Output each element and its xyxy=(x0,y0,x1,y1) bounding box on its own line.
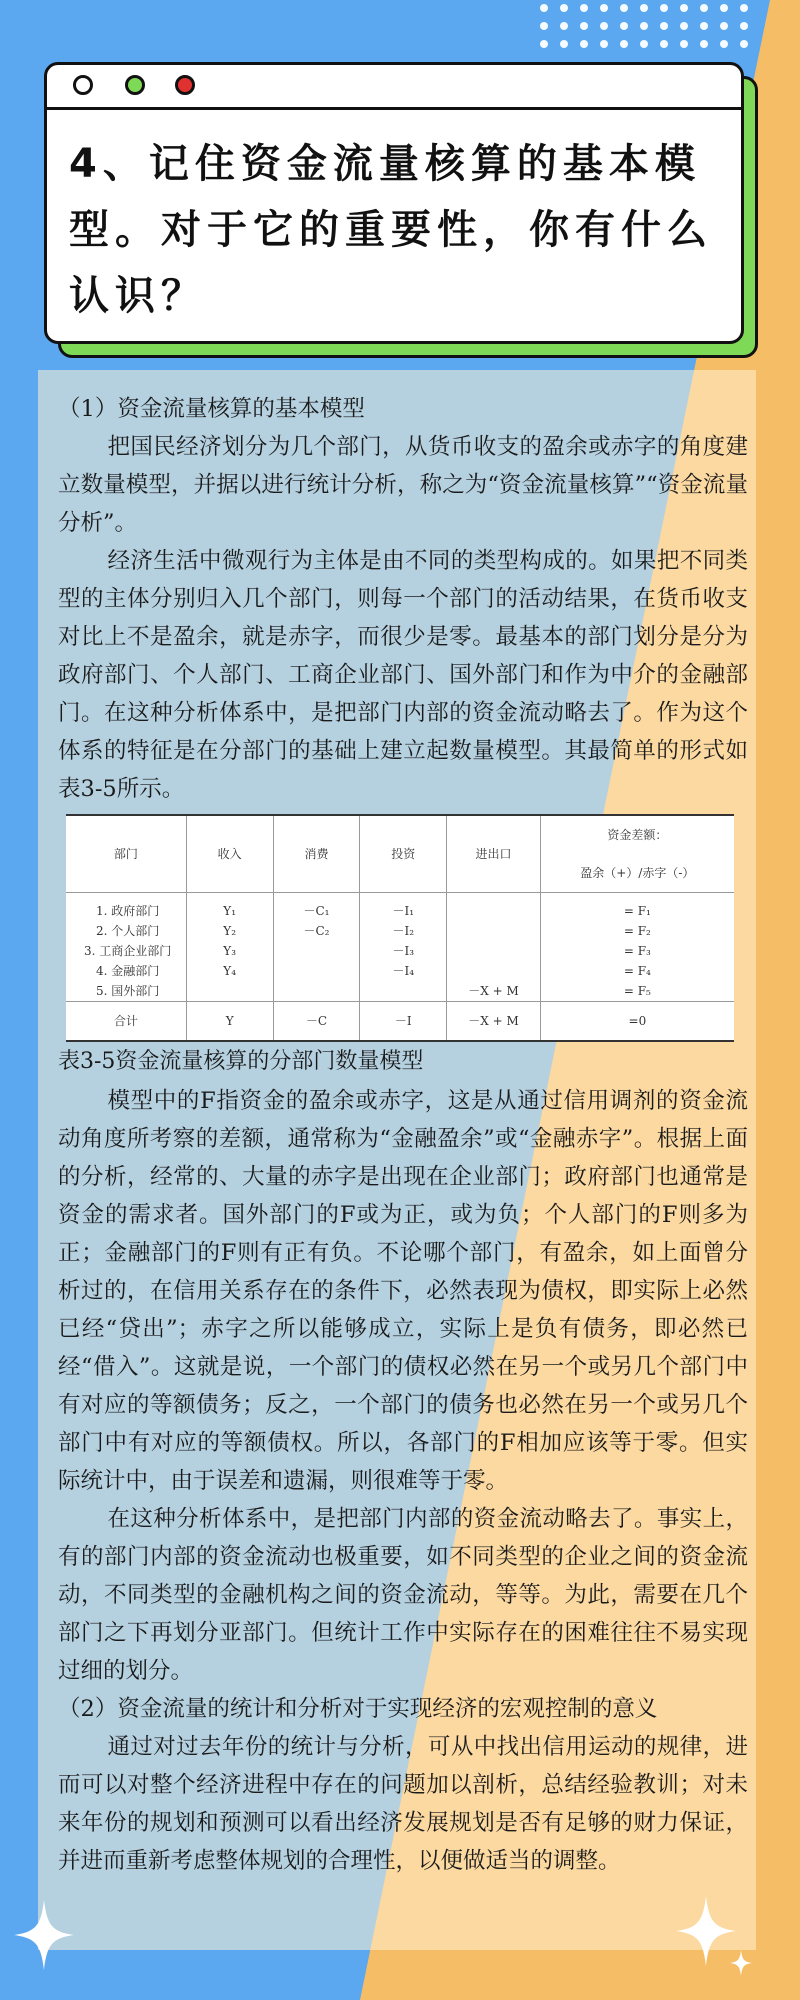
content-panel xyxy=(38,370,756,1950)
sparkle-left-icon xyxy=(14,1900,74,1970)
table-cell: = F₃ xyxy=(540,941,734,961)
table-cell: －I₁ xyxy=(360,893,447,922)
table-total-row xyxy=(66,1002,734,1042)
table-cell: = F₂ xyxy=(540,921,734,941)
table-cell: 2. 个人部门 xyxy=(96,924,160,938)
table-cell: = F₅ xyxy=(540,981,734,1002)
table-header: 进出口 xyxy=(447,815,541,893)
paragraph-3: 模型中的F指资金的盈余或赤字，这是从通过信用调剂的资金流动角度所考察的差额，通常称为“金融盈余”或“金融赤字”。根据上面的分析，经常的、大量的赤字是出现在企业部门；政府部门也通常是资金的需求者。国外部门的F或为正，或为负；个人部门的F则多为正；金融部门的F则有正有负。不论哪个部门，有盈余，如上面曾分析过的，在信用关系存在的条件下，必然表现为债权，即实际上必然已经“贷出”；赤字之所以能够成立，实际上是负有债务，即必然已经“借入”。这就是说，一个部门的债权必然在另一个或另几个部门中有对应的等额债务；反之，一个部门的债务也必然在另一个或另几个部门中有对应的等额债权。所以，各部门的F相加应该等于零。但实际统计中，由于误差和遗漏，则很难等于零。 xyxy=(58,1088,748,1494)
table-cell xyxy=(447,921,541,941)
window-title-bar xyxy=(47,65,741,110)
table-header: 部门 xyxy=(66,815,186,893)
table-cell: = F₁ xyxy=(540,893,734,922)
table-cell: －X + M xyxy=(447,1002,541,1042)
table-cell: = F₄ xyxy=(540,961,734,981)
table-header: 收入 xyxy=(186,815,273,893)
table-header-line: 资金差额： xyxy=(607,828,668,842)
table-cell xyxy=(447,961,541,981)
section-heading-2: （2）资金流量的统计和分析对于实现经济的宏观控制的意义 xyxy=(58,1696,658,1722)
article-body xyxy=(58,390,748,1880)
table-row xyxy=(66,961,734,981)
table-row xyxy=(66,921,734,941)
table-cell: －I₃ xyxy=(360,941,447,961)
table-cell: 5. 国外部门 xyxy=(96,984,160,998)
table-cell xyxy=(273,981,360,1002)
table-cell: －C₂ xyxy=(273,921,360,941)
table-row xyxy=(66,981,734,1002)
table-header-line: 盈余（+）/赤字（-） xyxy=(580,866,695,880)
sparkle-right-icon xyxy=(676,1896,736,1966)
table-cell: 4. 金融部门 xyxy=(96,964,160,978)
table-header: 消费 xyxy=(273,815,360,893)
table-cell: Y₁ xyxy=(186,893,273,922)
title-card xyxy=(44,62,744,342)
table-cell: －C xyxy=(273,1002,360,1042)
dot-pattern-top xyxy=(540,4,790,50)
table-cell: 1. 政府部门 xyxy=(96,904,160,918)
table-cell xyxy=(273,941,360,961)
table-cell: －I xyxy=(360,1002,447,1042)
table-header xyxy=(540,815,734,893)
window-dot-red-icon xyxy=(175,75,195,95)
window-dot-green-icon xyxy=(125,75,145,95)
table-cell: =0 xyxy=(540,1002,734,1042)
table-cell: －I₂ xyxy=(360,921,447,941)
table-cell xyxy=(186,981,273,1002)
table-cell: Y xyxy=(186,1002,273,1042)
table-cell xyxy=(447,893,541,922)
table-cell: －I₄ xyxy=(360,961,447,981)
page-title: 4、记住资金流量核算的基本模型。对于它的重要性，你有什么认识？ xyxy=(69,141,713,319)
sparkle-small-icon xyxy=(730,1950,752,1976)
table-cell xyxy=(273,961,360,981)
table-header: 投资 xyxy=(360,815,447,893)
table-cell: －X + M xyxy=(447,981,541,1002)
table-caption: 表3-5资金流量核算的分部门数量模型 xyxy=(58,1049,424,1074)
table-cell: 3. 工商企业部门 xyxy=(84,944,172,958)
table-cell: －C₁ xyxy=(273,893,360,922)
table-row xyxy=(66,893,734,922)
paragraph-4: 在这种分析体系中，是把部门内部的资金流动略去了。事实上，有的部门内部的资金流动也极重要，如不同类型的企业之间的资金流动，不同类型的金融机构之间的资金流动，等等。为此，需要在几个部门之下再划分亚部门。但统计工作中实际存在的困难往往不易实现过细的划分。 xyxy=(58,1506,748,1684)
table-row xyxy=(66,941,734,961)
paragraph-1: 把国民经济划分为几个部门，从货币收支的盈余或赤字的角度建立数量模型，并据以进行统计分析，称之为“资金流量核算”“资金流量分析”。 xyxy=(58,434,748,536)
table-cell: Y₄ xyxy=(186,961,273,981)
table-cell xyxy=(447,941,541,961)
table-cell xyxy=(360,981,447,1002)
paragraph-5: 通过对过去年份的统计与分析，可从中找出信用运动的规律，进而可以对整个经济进程中存在的问题加以剖析，总结经验教训；对未来年份的规划和预测可以看出经济发展规划是否有足够的财力保证，并进而重新考虑整体规划的合理性，以便做适当的调整。 xyxy=(58,1734,748,1874)
table-cell: Y₃ xyxy=(186,941,273,961)
model-table xyxy=(66,814,734,1042)
section-heading-1: （1）资金流量核算的基本模型 xyxy=(58,396,365,422)
table-cell: Y₂ xyxy=(186,921,273,941)
paragraph-2: 经济生活中微观行为主体是由不同的类型构成的。如果把不同类型的主体分别归入几个部门，则每一个部门的活动结果，在货币收支对比上不是盈余，就是赤字，而很少是零。最基本的部门划分是分为政府部门、个人部门、工商企业部门、国外部门和作为中介的金融部门。在这种分析体系中，是把部门内部的资金流动略去了。作为这个体系的特征是在分部门的基础上建立起数量模型。其最简单的形式如表3-5所示。 xyxy=(58,548,748,802)
table-cell: 合计 xyxy=(66,1002,186,1042)
window-dot-white-icon xyxy=(73,75,93,95)
title-window xyxy=(44,62,744,344)
